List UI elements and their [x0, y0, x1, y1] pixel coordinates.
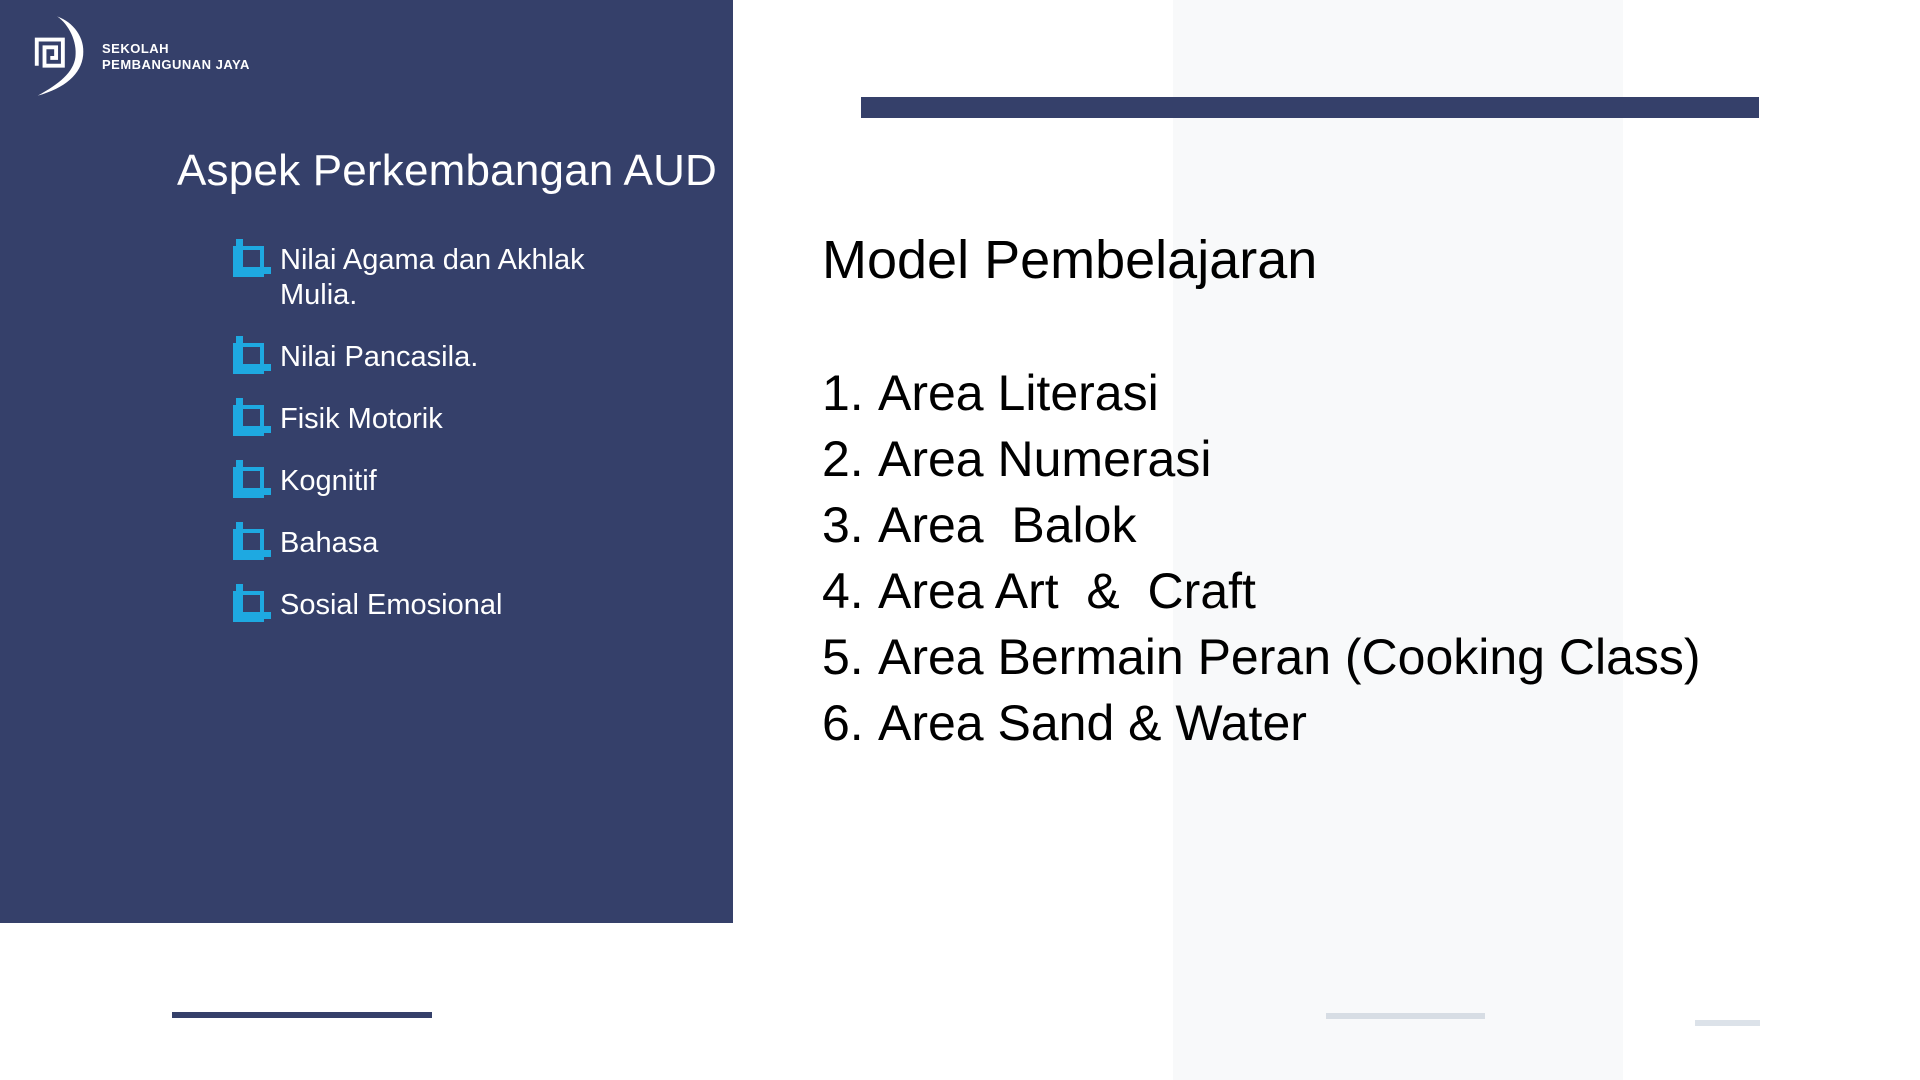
item-text: Area Sand & Water: [878, 695, 1307, 751]
list-item-label: Bahasa: [280, 527, 379, 559]
sidebar-title: Aspek Perkembangan AUD: [177, 146, 718, 195]
checkbox-bullet-icon: [236, 246, 264, 274]
item-number: 6.: [822, 695, 864, 751]
list-item-label: Nilai Agama dan Akhlak Mulia.: [280, 244, 585, 311]
checkbox-bullet-icon: [236, 529, 264, 557]
item-text: Area Balok: [878, 497, 1137, 553]
item-number: 1.: [822, 365, 864, 421]
list-item: [236, 464, 645, 499]
sidebar-list: [236, 243, 645, 650]
list-item-label: Sosial Emosional: [280, 589, 503, 621]
school-logo-text: [102, 41, 250, 73]
item-text: Area Literasi: [878, 365, 1159, 421]
list-item: [822, 558, 1701, 624]
list-item: [236, 588, 645, 623]
item-text: Area Bermain Peran (Cooking Class): [878, 629, 1701, 685]
school-logo-icon: [30, 14, 88, 100]
list-item: [822, 360, 1701, 426]
item-number: 2.: [822, 431, 864, 487]
list-item: [236, 402, 645, 437]
item-number: 4.: [822, 563, 864, 619]
school-logo-line2: PEMBANGUNAN JAYA: [102, 57, 250, 72]
list-item: [822, 624, 1701, 690]
school-logo-line1: SEKOLAH: [102, 41, 170, 56]
list-item: [822, 690, 1701, 756]
list-item-label: Kognitif: [280, 465, 377, 497]
school-logo: [30, 14, 250, 100]
footer-line-right-1: [1326, 1013, 1485, 1019]
checkbox-bullet-icon: [236, 343, 264, 371]
checkbox-bullet-icon: [236, 467, 264, 495]
title-accent-bar: [861, 97, 1759, 118]
item-text: Area Art & Craft: [878, 563, 1256, 619]
checkbox-bullet-icon: [236, 405, 264, 433]
list-item: [236, 526, 645, 561]
main-numbered-list: [822, 360, 1701, 756]
list-item: [236, 340, 645, 375]
item-number: 5.: [822, 629, 864, 685]
footer-line-left: [172, 1012, 432, 1018]
list-item: [236, 243, 645, 313]
footer-line-right-2: [1695, 1020, 1760, 1026]
list-item-label: Nilai Pancasila.: [280, 341, 479, 373]
main-title: Model Pembelajaran: [822, 230, 1318, 290]
sidebar-panel: [0, 0, 733, 923]
item-number: 3.: [822, 497, 864, 553]
checkbox-bullet-icon: [236, 591, 264, 619]
list-item: [822, 492, 1701, 558]
list-item-label: Fisik Motorik: [280, 403, 443, 435]
list-item: [822, 426, 1701, 492]
item-text: Area Numerasi: [878, 431, 1212, 487]
